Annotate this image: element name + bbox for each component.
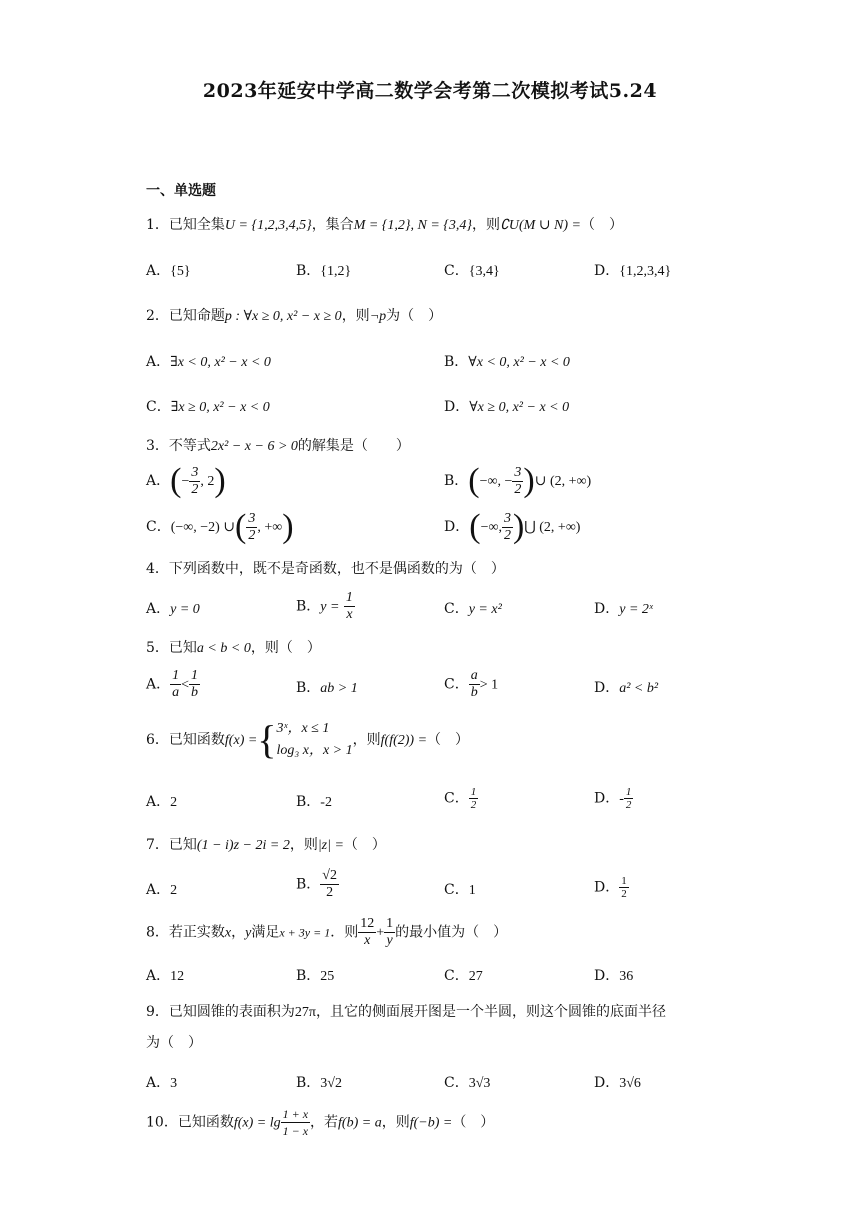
option-label: D． (594, 601, 620, 617)
denominator: 2 (248, 527, 256, 543)
question-number: 6． (146, 732, 169, 748)
question-text: ，则 (289, 837, 318, 853)
option-label: A． (146, 968, 171, 984)
question-number: 3． (146, 438, 169, 454)
math-expr: f(x) = (224, 733, 258, 748)
option-label: A． (146, 473, 171, 489)
denominator: x (364, 933, 371, 948)
option-label: A． (146, 794, 171, 810)
math-expr: ∪ (2, +∞) (534, 474, 592, 489)
math-expr: ⋃ (2, +∞) (524, 520, 581, 535)
fraction (189, 668, 200, 701)
option-a[interactable] (146, 965, 184, 985)
option-a[interactable] (146, 351, 271, 371)
option-label: A． (146, 354, 171, 370)
option-label: A． (146, 676, 171, 693)
math-expr: < (181, 677, 190, 693)
option-value: ∀x ≥ 0, x² − x < 0 (469, 400, 570, 415)
question-number: 4． (146, 561, 169, 577)
option-label: D． (594, 879, 620, 896)
question-text: ， (231, 924, 246, 941)
option-b[interactable] (296, 1072, 342, 1092)
option-d[interactable] (444, 396, 569, 416)
question-text: 已知全集 (168, 217, 225, 233)
option-d[interactable] (594, 875, 629, 900)
left-paren: ( (170, 462, 182, 499)
option-b[interactable] (296, 868, 339, 901)
question-text: 不等式 (168, 438, 211, 454)
question-7 (146, 834, 726, 854)
fraction (344, 590, 355, 623)
question-text: 已知圆锥的表面积为 (168, 1004, 295, 1020)
fraction (384, 916, 395, 949)
denominator: x (346, 607, 353, 622)
question-4 (146, 558, 726, 578)
option-label: D． (594, 968, 620, 984)
denominator: 2 (503, 527, 511, 543)
option-a[interactable] (146, 879, 177, 899)
math-expr: −∞, − (479, 474, 513, 489)
math-expr: f(x) = lg (233, 1115, 281, 1131)
numerator: a (470, 668, 478, 683)
denominator: 2 (470, 799, 477, 811)
option-label: D． (444, 399, 470, 415)
option-label: D． (444, 519, 470, 535)
numerator: 1 (386, 916, 394, 931)
option-a[interactable] (146, 1072, 177, 1092)
option-d[interactable] (594, 598, 653, 618)
question-text: （ ） (452, 1114, 495, 1131)
option-value: ab > 1 (320, 681, 358, 696)
question-text: ．则 (330, 924, 359, 941)
option-d[interactable] (594, 965, 633, 985)
option-a[interactable] (146, 462, 226, 500)
fraction (320, 868, 339, 901)
question-3 (146, 435, 726, 455)
math-expr: p : ∀x ≥ 0, x² − x ≥ 0 (224, 309, 342, 324)
question-text: （ ） (427, 732, 470, 748)
option-value: 12 (170, 969, 185, 984)
option-value: 3√3 (468, 1076, 491, 1091)
question-text: 为（ ） (386, 308, 443, 324)
option-label: A． (146, 1075, 171, 1091)
numerator: 3 (514, 464, 522, 480)
numerator: 3 (191, 464, 199, 480)
fraction (619, 875, 629, 900)
option-label: B． (296, 263, 321, 279)
numerator: 1 (191, 668, 199, 683)
option-value: 3 (170, 1076, 178, 1091)
option-label: B． (296, 876, 321, 893)
question-number: 9． (146, 1004, 169, 1020)
question-text: ，则（ ） (250, 640, 321, 656)
question-text: 为（ ） (146, 1035, 202, 1051)
option-label: C． (444, 601, 469, 617)
question-number: 5． (146, 640, 169, 656)
question-text: 已知命题 (168, 308, 225, 324)
option-value: 2 (170, 883, 178, 898)
option-label: A． (146, 263, 171, 279)
option-c[interactable] (444, 879, 476, 899)
option-b[interactable] (296, 677, 358, 697)
option-value: - (619, 791, 624, 807)
question-text: 已知函数 (177, 1114, 234, 1131)
denominator: b (191, 685, 199, 700)
question-text: 已知函数 (168, 732, 225, 748)
question-9 (146, 1001, 726, 1021)
option-value: y = x² (468, 602, 502, 617)
option-label: B． (444, 354, 469, 370)
brace: { (257, 717, 277, 762)
page-title: 2023年延安中学高二数学会考第二次模拟考试5.24 (202, 80, 658, 102)
fraction (246, 511, 257, 544)
fraction (469, 668, 480, 701)
question-6 (146, 718, 726, 762)
numerator: 1 + x (282, 1107, 309, 1121)
math-expr: , +∞ (257, 520, 283, 535)
fraction (624, 786, 634, 811)
denominator: b (470, 685, 478, 700)
math-expr: M = {1,2}, N = {3,4} (353, 218, 472, 233)
fraction (170, 668, 181, 701)
math-expr: |z| = (317, 838, 344, 853)
option-b[interactable] (296, 791, 332, 811)
option-label: D． (594, 790, 620, 807)
question-text: 若正实数 (168, 924, 225, 941)
numerator: 1 (345, 590, 353, 605)
option-value: y = 0 (170, 602, 200, 617)
question-text: ，则 (352, 732, 381, 748)
option-value: y = 2ˣ (619, 602, 653, 617)
math-expr: a < b < 0 (196, 641, 251, 656)
minus-sign: − (181, 474, 190, 489)
option-label: D． (594, 263, 620, 279)
option-label: C． (146, 399, 171, 415)
left-paren: ( (235, 508, 247, 545)
question-10 (146, 1106, 726, 1139)
option-c[interactable] (444, 668, 498, 701)
option-label: A． (146, 601, 171, 617)
option-b[interactable] (444, 351, 570, 371)
question-1 (146, 214, 726, 234)
fraction (469, 786, 479, 811)
numerator: 1 (621, 875, 627, 887)
question-text: （ ） (581, 217, 624, 233)
option-label: B． (296, 680, 321, 696)
fraction (281, 1106, 310, 1139)
question-text: ，则 (381, 1114, 410, 1131)
question-2 (146, 305, 726, 325)
option-value: 36 (619, 969, 634, 984)
denominator: 2 (326, 885, 334, 900)
math-expr: (−∞, −2) ∪ (170, 520, 236, 535)
option-value: 25 (320, 969, 335, 984)
case-line: log₃ x，x > 1 (276, 743, 353, 758)
option-b[interactable] (444, 462, 591, 500)
piecewise (277, 718, 353, 762)
question-text: ，集合 (311, 217, 354, 233)
option-c[interactable] (146, 396, 270, 416)
option-value: 3√2 (320, 1076, 342, 1091)
option-d[interactable] (594, 1072, 641, 1092)
math-expr: > 1 (479, 677, 499, 693)
right-paren: ) (512, 508, 525, 545)
section-heading: 一、单选题 (146, 183, 216, 199)
option-label: C． (444, 968, 469, 984)
case-line: 3ˣ，x ≤ 1 (276, 721, 330, 736)
numerator: 3 (503, 510, 511, 526)
option-c[interactable] (146, 508, 294, 546)
denominator: y (386, 933, 393, 948)
numerator: 1 (470, 786, 477, 798)
question-text: 的最小值为（ ） (395, 924, 508, 941)
denominator: 2 (514, 481, 522, 497)
math-expr: x + 3y = 1 (279, 925, 331, 940)
option-label: C． (444, 676, 469, 693)
question-text: 已知 (168, 837, 197, 853)
math-expr: U = {1,2,3,4,5} (224, 218, 312, 233)
math-expr: f(b) = a (338, 1115, 382, 1131)
option-b[interactable] (296, 590, 355, 623)
option-b[interactable] (296, 965, 334, 985)
option-label: B． (296, 968, 321, 984)
math-expr: , 2 (200, 474, 215, 489)
option-b[interactable] (296, 260, 351, 280)
math-expr: f(f(2)) = (380, 733, 428, 748)
option-value: 1 (468, 883, 476, 898)
math-expr: 2x² − x − 6 > 0 (210, 439, 298, 454)
question-number: 7． (146, 837, 169, 853)
question-number: 2． (146, 308, 169, 324)
option-d[interactable] (594, 786, 633, 811)
option-label: C． (444, 790, 469, 807)
fraction (358, 916, 376, 949)
option-value: 2 (170, 795, 178, 810)
option-label: B． (444, 473, 469, 489)
option-a[interactable] (146, 791, 177, 811)
question-text: ，则 (341, 308, 370, 324)
option-label: C． (444, 1075, 469, 1091)
option-c[interactable] (444, 786, 478, 811)
option-d[interactable] (444, 508, 580, 546)
math-expr: ¬p (369, 309, 387, 324)
numerator: 1 (172, 668, 180, 683)
question-number: 1． (146, 217, 169, 233)
numerator: 1 (625, 786, 632, 798)
left-paren: ( (469, 508, 481, 545)
option-value: 3√6 (619, 1076, 641, 1091)
denominator: a (172, 685, 180, 700)
right-paren: ) (523, 462, 535, 499)
question-text: ，且它的侧面展开图是一个半圆，则这个圆锥的底面半径 (316, 1004, 666, 1020)
numerator: 12 (360, 916, 375, 931)
math-expr: y (245, 925, 252, 941)
option-value: ∀x < 0, x² − x < 0 (468, 355, 570, 370)
option-d[interactable] (594, 260, 671, 280)
denominator: 1 − x (282, 1124, 309, 1138)
right-paren: ) (282, 508, 294, 545)
math-expr: ∁U(M ∪ N) = (499, 218, 582, 233)
option-c[interactable] (444, 598, 502, 618)
question-text: （ ） (343, 837, 386, 853)
option-value: a² < b² (619, 681, 659, 696)
math-expr: −∞, (480, 520, 502, 535)
math-expr: 27π (294, 1005, 316, 1020)
fraction (189, 465, 200, 498)
option-label: C． (444, 263, 469, 279)
numerator: √2 (322, 868, 337, 883)
fraction (512, 465, 523, 498)
right-paren: ) (214, 462, 226, 499)
question-number: 10． (146, 1114, 178, 1131)
option-value: ∃x ≥ 0, x² − x < 0 (170, 400, 270, 415)
math-expr: (1 − i)z − 2i = 2 (196, 838, 290, 853)
option-value: ∃x < 0, x² − x < 0 (170, 355, 271, 370)
denominator: 2 (191, 481, 199, 497)
option-value: {1,2,3,4} (619, 264, 672, 279)
numerator: 3 (248, 510, 256, 526)
left-paren: ( (468, 462, 480, 499)
option-label: C． (444, 882, 469, 898)
option-c[interactable] (444, 1072, 490, 1092)
option-label: D． (594, 680, 620, 696)
option-c[interactable] (444, 260, 500, 280)
option-value: -2 (320, 795, 332, 810)
fraction (502, 511, 513, 544)
math-expr: f(−b) = (409, 1115, 453, 1131)
question-text: 满足 (251, 924, 280, 941)
question-5 (146, 637, 726, 657)
option-value: {5} (170, 264, 191, 279)
option-a[interactable] (146, 260, 191, 280)
question-text: 的解集是（ ） (297, 438, 410, 454)
question-8 (146, 916, 726, 949)
question-text: ，则 (471, 217, 500, 233)
option-c[interactable] (444, 965, 483, 985)
question-9-line-2 (146, 1032, 726, 1052)
option-label: A． (146, 882, 171, 898)
question-text: 下列函数中，既不是奇函数，也不是偶函数的为（ ） (168, 561, 505, 577)
option-label: B． (296, 1075, 321, 1091)
denominator: 2 (625, 799, 632, 811)
math-expr: x (224, 925, 232, 941)
option-label: C． (146, 519, 171, 535)
option-d[interactable] (594, 677, 658, 697)
option-label: D． (594, 1075, 620, 1091)
question-text: 已知 (168, 640, 197, 656)
option-value: {1,2} (320, 264, 352, 279)
option-label: B． (296, 598, 321, 615)
option-value: {3,4} (468, 264, 500, 279)
denominator: 2 (621, 888, 627, 900)
option-label: B． (296, 794, 321, 810)
math-expr: + (376, 925, 385, 941)
option-value: 27 (468, 969, 483, 984)
option-a[interactable] (146, 668, 200, 701)
option-a[interactable] (146, 598, 200, 618)
question-number: 8． (146, 924, 169, 941)
option-value: y = (320, 599, 340, 615)
question-text: ，若 (310, 1114, 339, 1131)
